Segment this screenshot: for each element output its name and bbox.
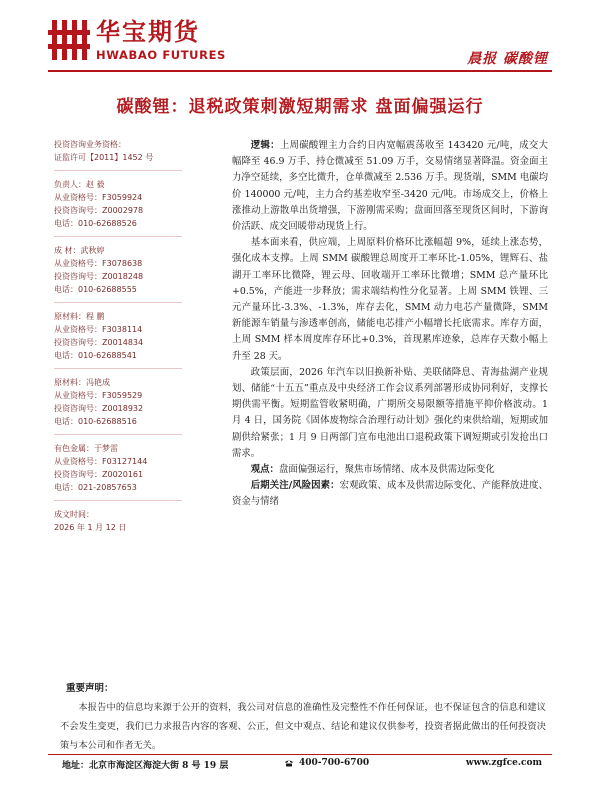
analyst-cert: 从业资格号：F3059529 <box>54 391 143 400</box>
logo-mark-icon <box>48 18 90 62</box>
risk-paragraph <box>232 478 548 510</box>
analyst-consult: 投资咨询号：Z0002978 <box>54 206 144 215</box>
analyst-block <box>54 178 182 230</box>
date-label: 成文时间： <box>54 510 94 519</box>
analyst-block <box>54 376 182 428</box>
divider <box>54 302 182 303</box>
report-date: 2026 年 1 月 12 日 <box>54 523 127 532</box>
analyst-consult: 投资咨询号：Z0018248 <box>54 272 144 281</box>
logo-text-en: HWABAO FUTURES <box>96 48 226 62</box>
view-label: 观点： <box>250 464 279 476</box>
logic-text: 上周碳酸锂主力合约日内宽幅震荡收至 143420 元/吨，成交大幅降至 46.9 万手、持仓微减至 51.09 万手，交易情绪显著降温。资金面主力净空延续，多空比微升，仓单微减至 2.536 万手。现货端，SMM 电碳均价 140000 元/吨，主力合约基差收窄至-3420 元/吨。市场成交上，价格上涨推动上游散单出货增强，下游刚需采购；盘面回落至现货区间时，下游询价活跃、成交回暖带动现货上行。 <box>232 140 548 233</box>
report-type-tag: 晨报 碳酸锂 <box>467 51 548 67</box>
page-header <box>0 0 600 72</box>
analyst-block <box>54 442 182 494</box>
logic-label: 逻辑： <box>250 140 280 151</box>
analyst-block <box>54 310 182 362</box>
footer-phone: 400-700-6700 <box>299 758 370 768</box>
analyst-sidebar <box>54 138 182 534</box>
view-paragraph <box>232 462 548 478</box>
divider <box>54 368 182 369</box>
license-label: 投资咨询业务资格： <box>54 140 126 149</box>
risk-text: 宏观政策、成本及供需边际变化、产能释放进度、资金与情绪 <box>232 480 548 508</box>
analyst-phone: 电话：010-62688516 <box>54 417 137 426</box>
analyst-cert: 从业资格号：F3059924 <box>54 193 143 202</box>
analyst-cert: 从业资格号：F03127144 <box>54 457 148 466</box>
footer-website[interactable]: www.zgfce.com <box>465 758 542 768</box>
analyst-consult: 投资咨询号：Z0020161 <box>54 470 144 479</box>
analyst-block <box>54 244 182 296</box>
license-number: 证监许可【2011】1452 号 <box>54 153 154 162</box>
fundamentals-paragraph: 基本面来看，供应端，上周原料价格环比涨幅超 9%，延续上涨态势，强化成本支撑。上周 SMM 碳酸锂总周度开工率环比-1.05%，锂辉石、盐湖开工率环比微降，锂云母、回收端开工率环比微增；SMM 总产量环比+0.5%，产能进一步释放；需求端结构性分化显著。上周 SMM 铁锂、三元产量环比-3.3%、-1.3%，库存去化，SMM 动力电芯产量微降，SMM 新能源车销量与渗透率创高，储能电芯排产小幅增长托底需求。库存方面，上周 SMM 样本周度库存环比+0.3%，首现累库迹象，总库存天数小幅上升至 28 天。 <box>232 237 548 362</box>
analyst-phone: 电话：010-62688555 <box>54 285 137 294</box>
analyst-name: 有色金属：于梦雷 <box>54 444 118 453</box>
footer-phone-group <box>284 758 369 768</box>
phone-icon <box>284 759 294 767</box>
analyst-name: 原材料：冯艳成 <box>54 378 110 387</box>
disclaimer-title: 重要声明： <box>66 683 114 694</box>
header-divider <box>48 70 552 72</box>
divider <box>54 236 182 237</box>
analyst-phone: 电话：010-62688541 <box>54 351 137 360</box>
footer-address: 地址：北京市海淀区海淀大街 8 号 19 层 <box>62 761 229 771</box>
analyst-consult: 投资咨询号：Z0018932 <box>54 404 144 413</box>
analyst-cert: 从业资格号：F3038114 <box>54 325 143 334</box>
disclaimer-text: 本报告中的信息均来源于公开的资料，我公司对信息的准确性及完整性不作任何保证，也不保证包含的信息和建议不会发生变更，我们已力求报告内容的客观、公正，但文中观点、结论和建议仅供参考，投资者据此做出的任何投资决策与本公司和作者无关。 <box>60 702 546 751</box>
analyst-phone: 电话：010-62688526 <box>54 219 137 228</box>
logic-paragraph <box>232 138 548 235</box>
view-text: 盘面偏强运行，聚焦市场情绪、成本及供需边际变化 <box>278 464 495 476</box>
divider <box>54 170 182 171</box>
report-body <box>232 138 548 511</box>
policy-paragraph: 政策层面，2026 年汽车以旧换新补贴、美联储降息、青海盐湖产业规划、储能“十五五”重点及中央经济工作会议系列部署形成协同利好，支撑长期供需平衡。短期监管收紧明确，广期所交易限额等措施平抑价格波动。1 月 4 日，国务院《固体废物综合治理行动计划》强化约束供给端，短期或加剧供给紧张；1 月 9 日两部门宣布电池出口退税政策下调短期或引发抢出口需求。 <box>232 366 548 459</box>
analyst-cert: 从业资格号：F3078638 <box>54 259 143 268</box>
company-logo <box>48 18 228 62</box>
logo-text-cn: 华宝期货 <box>96 18 200 46</box>
analyst-consult: 投资咨询号：Z0014834 <box>54 338 144 347</box>
analyst-name: 原材料：程 鹏 <box>54 312 105 321</box>
risk-label: 后期关注/风险因素： <box>250 480 340 492</box>
analyst-name: 成 材：武秋婷 <box>54 246 105 255</box>
report-title: 碳酸锂：退税政策刺激短期需求 盘面偏强运行 <box>116 97 484 117</box>
divider <box>54 500 182 501</box>
footer-divider <box>48 754 552 755</box>
divider <box>54 434 182 435</box>
analyst-phone: 电话：021-20857653 <box>54 483 137 492</box>
analyst-name: 负责人：赵 毅 <box>54 180 105 189</box>
